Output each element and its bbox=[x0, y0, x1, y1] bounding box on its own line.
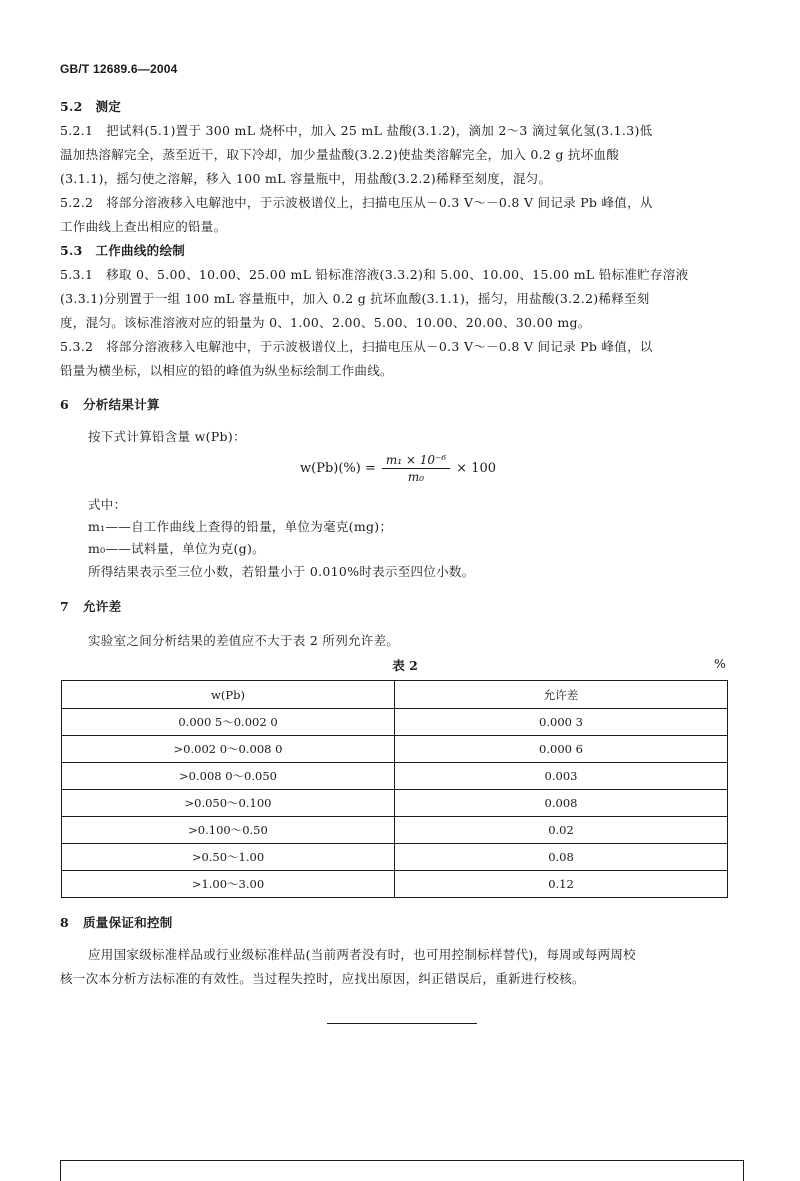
table-row bbox=[62, 763, 728, 790]
table-2-unit: % bbox=[714, 656, 726, 671]
end-of-text-rule bbox=[327, 1023, 477, 1024]
para-5-2-2-line-2: 工作曲线上查出相应的铅量。 bbox=[60, 219, 227, 234]
section-8-number: 8 bbox=[60, 915, 69, 930]
para-5-3-1-line-3: 度，混匀。该标准溶液对应的铅量为 0、1.00、2.00、5.00、10.00、20.00、30.00 mg。 bbox=[60, 315, 591, 330]
formula-fraction bbox=[382, 453, 450, 484]
table-cell: >1.00～3.00 bbox=[62, 871, 395, 898]
tolerance-table bbox=[61, 680, 728, 898]
para-8-line-1: 应用国家级标准样品或行业级标准样品(当前两者没有时，也可用控制标样替代)，每周或每两周校 bbox=[88, 947, 636, 962]
table-cell: >0.100～0.50 bbox=[62, 817, 395, 844]
table-header-cell: 允许差 bbox=[395, 681, 728, 709]
para-5-2-1-line-1: 5.2.1 把试料(5.1)置于 300 mL 烧杯中，加入 25 mL 盐酸(3.1.2)，滴加 2～3 滴过氧化氢(3.1.3)低 bbox=[60, 123, 653, 138]
para-5-2-2-line-1: 5.2.2 将部分溶液移入电解池中，于示波极谱仪上，扫描电压从－0.3 V～－0.8 V 间记录 Pb 峰值，从 bbox=[60, 195, 653, 210]
section-8-heading bbox=[60, 912, 750, 934]
section-5-3-title: 5.3 工作曲线的绘制 bbox=[60, 243, 186, 258]
table-row bbox=[62, 709, 728, 736]
section-6-number: 6 bbox=[60, 397, 69, 412]
para-5-3-2-line-2: 铅量为横坐标，以相应的铅的峰值为纵坐标绘制工作曲线。 bbox=[60, 363, 393, 378]
para-5-3-1-line-1: 5.3.1 移取 0、5.00、10.00、25.00 mL 铅标准溶液(3.3.2)和 5.00、10.00、15.00 mL 铅标准贮存溶液 bbox=[60, 267, 689, 282]
section-6-heading bbox=[60, 394, 750, 416]
table-row bbox=[62, 817, 728, 844]
section-6-title: 分析结果计算 bbox=[83, 397, 160, 412]
table-row bbox=[62, 790, 728, 817]
table-cell: >0.008 0～0.050 bbox=[62, 763, 395, 790]
table-row bbox=[62, 736, 728, 763]
table-cell: 0.000 5～0.002 0 bbox=[62, 709, 395, 736]
table-cell: >0.002 0～0.008 0 bbox=[62, 736, 395, 763]
section-7-heading bbox=[60, 596, 750, 618]
section-8-title: 质量保证和控制 bbox=[83, 915, 173, 930]
table-cell: >0.050～0.100 bbox=[62, 790, 395, 817]
table-cell: 0.008 bbox=[395, 790, 728, 817]
table-cell: 0.08 bbox=[395, 844, 728, 871]
para-5-3-1-line-2: (3.3.1)分别置于一组 100 mL 容量瓶中，加入 0.2 g 抗坏血酸(3.1.1)，摇匀，用盐酸(3.2.2)稀释至刻 bbox=[60, 291, 650, 306]
para-5-2-1-line-3: (3.1.1)，摇匀使之溶解，移入 100 mL 容量瓶中，用盐酸(3.2.2)稀释至刻度，混匀。 bbox=[60, 171, 552, 186]
formula-lhs: w(Pb)(%) = bbox=[300, 460, 376, 476]
table-row bbox=[62, 871, 728, 898]
para-8-line-2: 核一次本分析方法标准的有效性。当过程失控时，应找出原因，纠正错误后，重新进行校核。 bbox=[60, 971, 585, 986]
table-cell: >0.50～1.00 bbox=[62, 844, 395, 871]
table-cell: 0.02 bbox=[395, 817, 728, 844]
section-7-title: 允许差 bbox=[83, 599, 122, 614]
formula-rhs: × 100 bbox=[456, 460, 497, 476]
para-5-2-1-line-2: 温加热溶解完全，蒸至近干，取下冷却，加少量盐酸(3.2.2)使盐类溶解完全，加入 0.2 g 抗坏血酸 bbox=[60, 147, 620, 162]
table-cell: 0.12 bbox=[395, 871, 728, 898]
table-2-title: 表 2 bbox=[392, 658, 418, 673]
table-cell: 0.003 bbox=[395, 763, 728, 790]
variable-m1-definition: m₁——自工作曲线上查得的铅量，单位为毫克(mg)； bbox=[88, 519, 393, 534]
formula-numerator: m₁ × 10⁻⁶ bbox=[382, 453, 450, 469]
formula-denominator: m₀ bbox=[407, 469, 425, 484]
table-cell: 0.000 6 bbox=[395, 736, 728, 763]
table-header-cell: w(Pb) bbox=[62, 681, 395, 709]
variable-m0-definition: m₀——试料量，单位为克(g)。 bbox=[88, 541, 265, 556]
rounding-note: 所得结果表示至三位小数，若铅量小于 0.010%时表示至四位小数。 bbox=[88, 564, 475, 579]
section-6-intro: 按下式计算铅含量 w(Pb)： bbox=[88, 429, 246, 444]
formula-where-label: 式中： bbox=[88, 497, 127, 512]
table-header-row bbox=[62, 681, 728, 709]
table-cell: 0.000 3 bbox=[395, 709, 728, 736]
lead-content-formula bbox=[300, 448, 496, 488]
page-bottom-frame bbox=[60, 1160, 744, 1181]
para-5-3-2-line-1: 5.3.2 将部分溶液移入电解池中，于示波极谱仪上，扫描电压从－0.3 V～－0.8 V 间记录 Pb 峰值，以 bbox=[60, 339, 653, 354]
table-row bbox=[62, 844, 728, 871]
standard-code-header: GB/T 12689.6—2004 bbox=[60, 62, 178, 76]
section-7-intro: 实验室之间分析结果的差值应不大于表 2 所列允许差。 bbox=[88, 633, 400, 648]
section-7-number: 7 bbox=[60, 599, 69, 614]
section-5-2-title: 5.2 测定 bbox=[60, 99, 122, 114]
